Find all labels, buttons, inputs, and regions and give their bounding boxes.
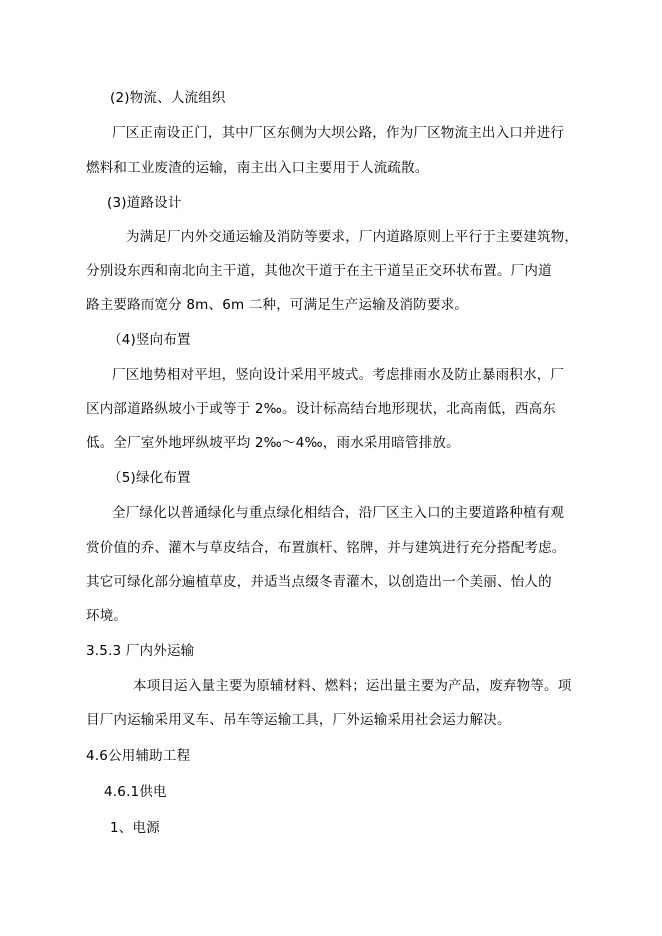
- paragraph-line: 全厂绿化以普通绿化与重点绿化相结合，沿厂区主入口的主要道路种植有观: [112, 505, 565, 521]
- paragraph-line: 燃料和工业废渣的运输，南主出入口主要用于人流疏散。: [86, 160, 429, 176]
- paragraph-line: 厂区地势相对平坦，竖向设计采用平坡式。考虑排雨水及防止暴雨积水，厂: [112, 367, 565, 383]
- section-heading-transport: 3.5.3 厂内外运输: [86, 643, 195, 659]
- paragraph-line: 低。全厂室外地坪纵坡平均 2‰～4‰，雨水采用暗管排放。: [86, 435, 460, 451]
- paragraph-line: 赏价值的乔、灌木与草皮结合，布置旗杆、铭牌，并与建筑进行充分搭配考虑。: [86, 540, 566, 556]
- paragraph-line: 目厂内运输采用叉车、吊车等运输工具，厂外运输采用社会运力解决。: [86, 712, 511, 728]
- subsection-heading-power-supply: 4.6.1供电: [104, 784, 167, 800]
- heading-greening-layout: （5)绿化布置: [108, 470, 191, 486]
- paragraph-line: 路主要路而宽分 8m、6m 二种，可满足生产运输及消防要求。: [86, 297, 469, 313]
- paragraph-line: 为满足厂内外交通运输及消防等要求，厂内道路原则上平行于主要建筑物，: [126, 229, 579, 245]
- heading-vertical-layout: （4)竖向布置: [108, 332, 191, 348]
- paragraph-line: 其它可绿化部分遍植草皮，并适当点缀冬青灌木，以创造出一个美丽、怡人的: [86, 574, 552, 590]
- item-heading-power-source: 1、电源: [110, 820, 160, 836]
- paragraph-line: 本项目运入量主要为原辅材料、燃料；运出量主要为产品，废弃物等。项: [133, 678, 572, 694]
- heading-logistics-organization: (2)物流、人流组织: [110, 90, 226, 106]
- section-heading-utilities: 4.6公用辅助工程: [86, 748, 191, 764]
- paragraph-line: 区内部道路纵坡小于或等于 2‰。设计标高结台地形现状，北高南低，西高东: [86, 401, 556, 417]
- paragraph-line: 厂区正南设正门，其中厂区东侧为大坝公路，作为厂区物流主出入口并进行: [112, 125, 565, 141]
- heading-road-design: (3)道路设计: [107, 195, 182, 211]
- paragraph-line: 环境。: [86, 608, 128, 624]
- paragraph-line: 分别设东西和南北向主干道，其他次干道于在主干道呈正交环状布置。厂内道: [86, 263, 552, 279]
